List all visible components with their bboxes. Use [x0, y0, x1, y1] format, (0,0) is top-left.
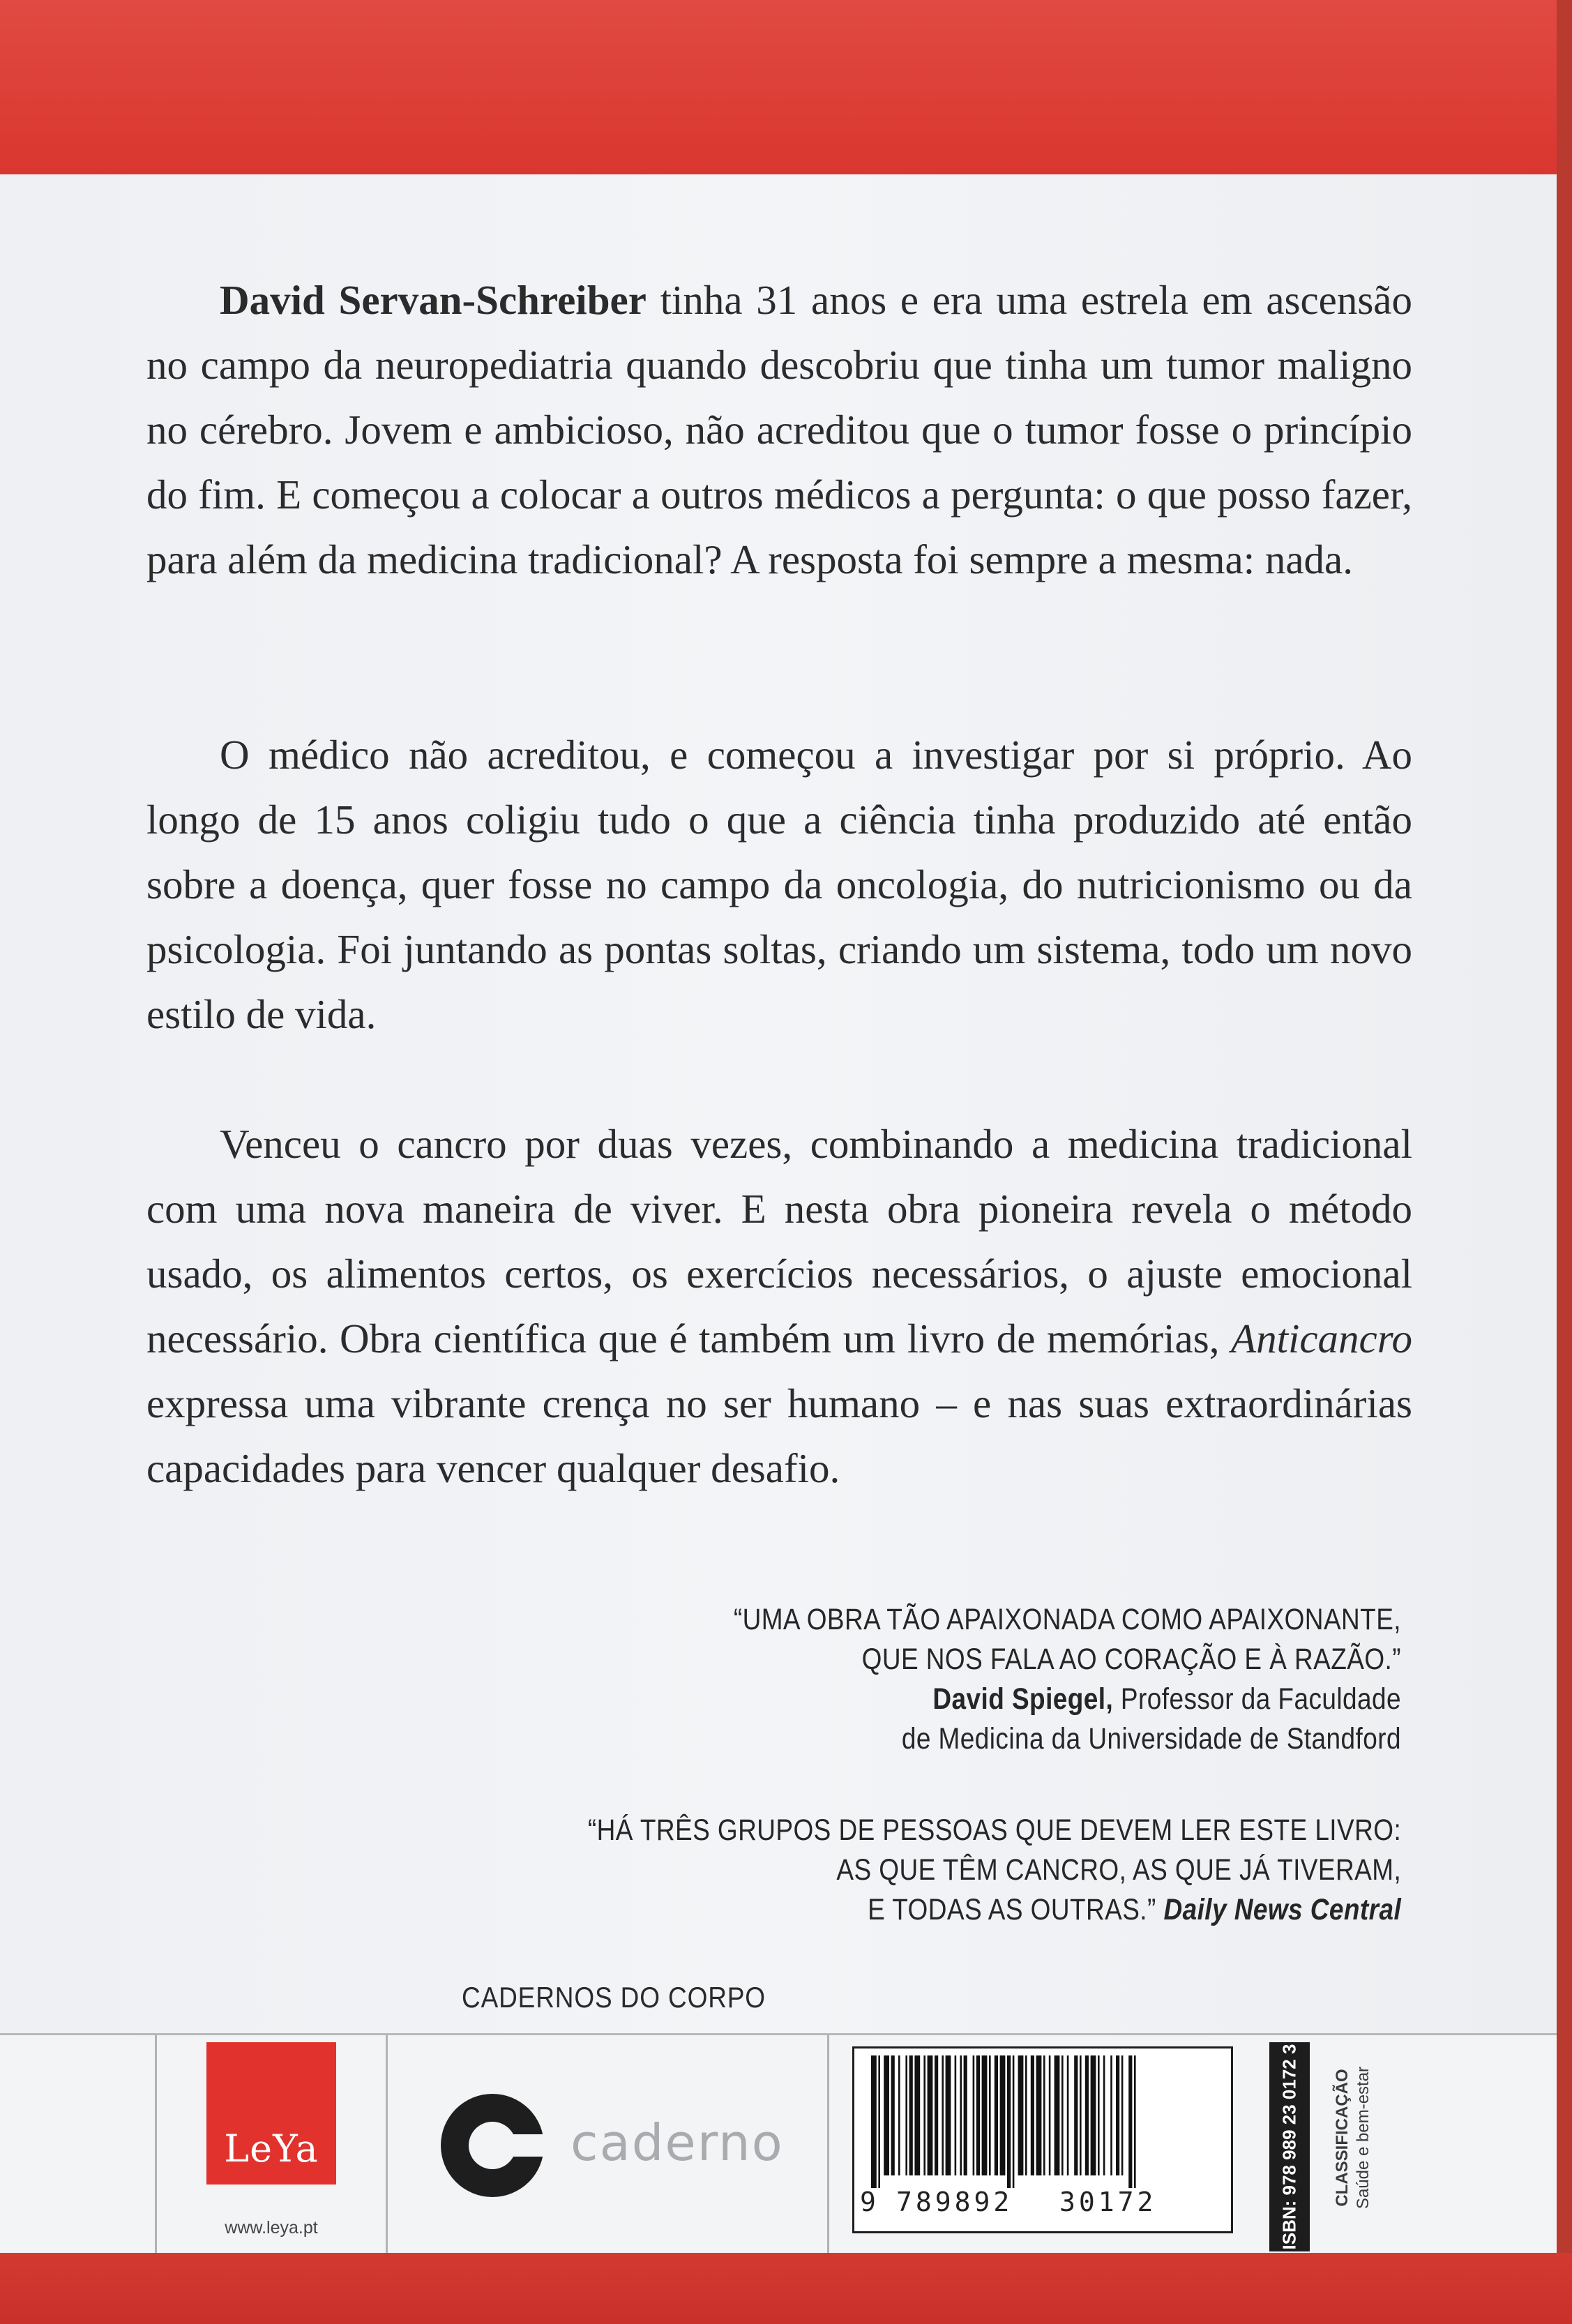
barcode-bar [1074, 2055, 1078, 2175]
series-name: CADERNOS DO CORPO [462, 1981, 766, 2014]
review-quote-2 [588, 1811, 1401, 1930]
barcode-bar [1080, 2055, 1082, 2175]
barcode-bar [976, 2055, 980, 2175]
barcode-bar [946, 2055, 951, 2175]
quote-2-line-3 [588, 1890, 1401, 1930]
barcode-bar [1007, 2055, 1011, 2188]
classification-value: Saúde e bem-estar [1354, 2066, 1373, 2210]
paragraph-2-text: O médico não acreditou, e começou a investigar por si próprio. Ao longo de 15 anos coligiu tudo o que a ciência tinha produzido até então sobre a doença, quer fosse no campo da oncologia, do nutricionismo ou da psicologia. Foi juntando as pontas soltas, criando um sistema, todo um novo estilo de vida. [146, 732, 1412, 1037]
barcode-bar [989, 2055, 991, 2175]
review-quote-1 [734, 1600, 1401, 1759]
barcode-bar [973, 2055, 975, 2175]
paragraph-3-text-b: expressa uma vibrante crença no ser humano – e nas suas extraordinárias capacidades para vencer qualquer desafio. [146, 1380, 1412, 1491]
quote-1-affiliation-2: de Medicina da Universidade de Standford [901, 1722, 1401, 1756]
barcode-digits [854, 2187, 1231, 2221]
barcode-bar [1031, 2055, 1034, 2175]
barcode-bar [905, 2055, 907, 2175]
barcode-bar [1013, 2055, 1015, 2188]
barcode-bar [1091, 2055, 1096, 2175]
description-paragraph-3 [146, 1112, 1412, 1501]
barcode-bar [1025, 2055, 1027, 2175]
caderno-logo-word: caderno [570, 2113, 784, 2172]
paragraph-3-text-a: Venceu o cancro por duas vezes, combinando a medicina tradicional com uma nova maneira de viver. E nesta obra pioneira revela o método usado, os alimentos certos, os exercícios necessários, o ajuste emocional necessário. Obra científica que é também um livro de memórias, [146, 1121, 1412, 1361]
barcode-digit-lead: 9 [860, 2187, 876, 2217]
barcode-bar [1134, 2055, 1136, 2188]
barcode-bar [914, 2055, 920, 2175]
quote-2-source: Daily News Central [1163, 1893, 1401, 1926]
barcode-bar [964, 2055, 967, 2175]
barcode-bar [960, 2055, 962, 2175]
barcode-bar [1067, 2055, 1069, 2175]
book-title: Anticancro [1231, 1315, 1412, 1361]
barcode-bar [1128, 2055, 1132, 2188]
quote-2-line-1: “HÁ TRÊS GRUPOS DE PESSOAS QUE DEVEM LER ESTE LIVRO: [587, 1813, 1401, 1847]
barcode-bar [1036, 2055, 1042, 2175]
quote-1-affiliation-1: Professor da Faculdade [1113, 1682, 1401, 1716]
barcode-bar [1043, 2055, 1045, 2175]
cover-red-band-bottom [0, 2253, 1572, 2324]
leya-logo-text: LeYa [224, 2127, 319, 2171]
description-paragraph-1 [146, 268, 1412, 592]
quote-1-attribution [734, 1680, 1401, 1719]
barcode-bar [1121, 2055, 1124, 2175]
footer-divider [827, 2035, 829, 2255]
barcode-bar [1061, 2055, 1064, 2175]
barcode-bar [1110, 2055, 1112, 2175]
barcode-bar [995, 2055, 998, 2175]
barcode-digits-left: 789892 [896, 2187, 1013, 2217]
barcode-bar [1018, 2055, 1024, 2175]
barcode-bar [1103, 2055, 1105, 2175]
barcode-bar [884, 2055, 889, 2175]
cover-edge-right [1557, 0, 1572, 2324]
paragraph-1-text: tinha 31 anos e era uma estrela em ascensão no campo da neuropediatria quando descobriu que tinha um tumor maligno no cérebro. Jovem e ambicioso, não acreditou que o tumor fosse o princípio do fim. E começou a colocar a outros médicos a pergunta: o que posso fazer, para além da medicina tradicional? A resposta foi sempre a mesma: nada. [146, 277, 1412, 582]
barcode-bar [942, 2055, 944, 2175]
quote-2-line-2: AS QUE TÊM CANCRO, AS QUE JÁ TIVERAM, [836, 1853, 1401, 1887]
classification-label: CLASSIFICAÇÃO [1333, 2069, 1352, 2207]
publisher-url: www.leya.pt [225, 2218, 318, 2238]
barcode-bar [923, 2055, 925, 2175]
barcode-bar [1098, 2055, 1100, 2175]
footer-divider [386, 2035, 388, 2255]
barcode [852, 2046, 1233, 2233]
isbn-number: ISBN: 978 989 23 0172 3 [1278, 2044, 1300, 2250]
barcode-bar [898, 2055, 900, 2175]
description-paragraph-2 [146, 723, 1412, 1047]
quote-1-line-1: “UMA OBRA TÃO APAIXONADA COMO APAIXONANTE, [733, 1603, 1401, 1636]
leya-logo [206, 2042, 336, 2185]
barcode-bar [871, 2055, 877, 2188]
barcode-bar [955, 2055, 957, 2175]
barcode-bar [928, 2055, 933, 2175]
quote-1-line-2: QUE NOS FALA AO CORAÇÃO E À RAZÃO.” [861, 1643, 1401, 1676]
barcode-bar [1049, 2055, 1051, 2175]
caderno-logo-icon [441, 2094, 544, 2197]
footer-divider [155, 2035, 157, 2255]
quote-2-last-line: E TODAS AS OUTRAS.” [867, 1893, 1156, 1926]
quote-1-author: David Spiegel, [932, 1682, 1114, 1716]
barcode-bar [935, 2055, 938, 2175]
barcode-bar [909, 2055, 913, 2175]
barcode-bar [1055, 2055, 1060, 2175]
barcode-bars [867, 2055, 1216, 2188]
author-name: David Servan-Schreiber [220, 277, 647, 323]
cover-red-band-top [0, 0, 1572, 174]
barcode-bar [1116, 2055, 1119, 2175]
barcode-bar [891, 2055, 895, 2175]
barcode-bar [878, 2055, 880, 2188]
barcode-bar [1085, 2055, 1089, 2175]
barcode-bar [982, 2055, 988, 2175]
barcode-bar [1000, 2055, 1006, 2175]
barcode-digits-right: 30172 [1059, 2187, 1157, 2217]
